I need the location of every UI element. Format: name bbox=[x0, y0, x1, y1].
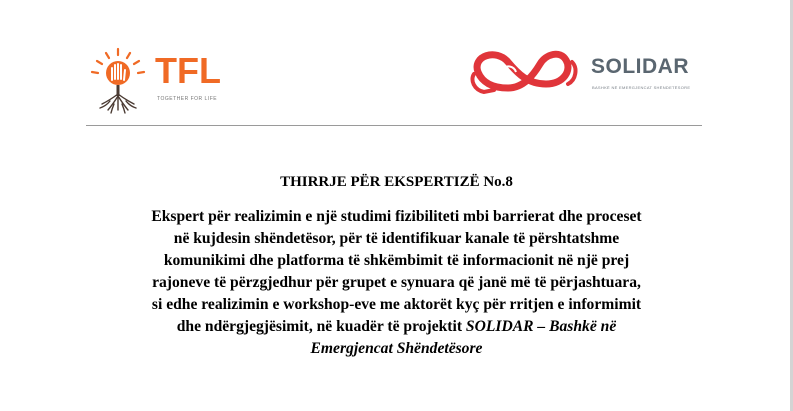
project-name: SOLIDAR – Bashkë në bbox=[465, 318, 617, 335]
header-divider bbox=[86, 125, 702, 126]
project-name-continued: Emergjencat Shëndetësore bbox=[310, 340, 483, 357]
subject-line: rajoneve të përzgjedhur për grupet e synuara që janë më të përjashtuara, bbox=[152, 274, 641, 291]
document-title: THIRRJE PËR EKSPERTIZË No.8 bbox=[280, 174, 513, 190]
subject-line: në kujdesin shëndetësor, për të identifikuar kanale të përshtatshme bbox=[173, 230, 620, 247]
tfl-logo-tagline: TOGETHER FOR LIFE bbox=[157, 96, 218, 102]
subject-line bbox=[0, 316, 793, 338]
solidar-logo-tagline: BASHKË NË EMERGJENCAT SHËNDETËSORE bbox=[592, 85, 691, 90]
subject-line: si edhe realizimin e workshop-eve me aktorët kyç për rritjen e informimit bbox=[151, 296, 642, 313]
subject-line: komunikimi dhe platforma të shkëmbimit të informacionit në një prej bbox=[163, 252, 630, 269]
solidar-logo-icon bbox=[468, 44, 586, 100]
solidar-logo-text: SOLIDAR bbox=[591, 55, 689, 78]
subject-line-text: dhe ndërgjegjësimit, në kuadër të projektit bbox=[176, 318, 466, 335]
document-subject bbox=[0, 206, 793, 360]
subject-line: Ekspert për realizimin e një studimi fizibiliteti mbi barrierat dhe proceset bbox=[151, 208, 642, 225]
tfl-logo-text: TFL bbox=[155, 50, 221, 91]
